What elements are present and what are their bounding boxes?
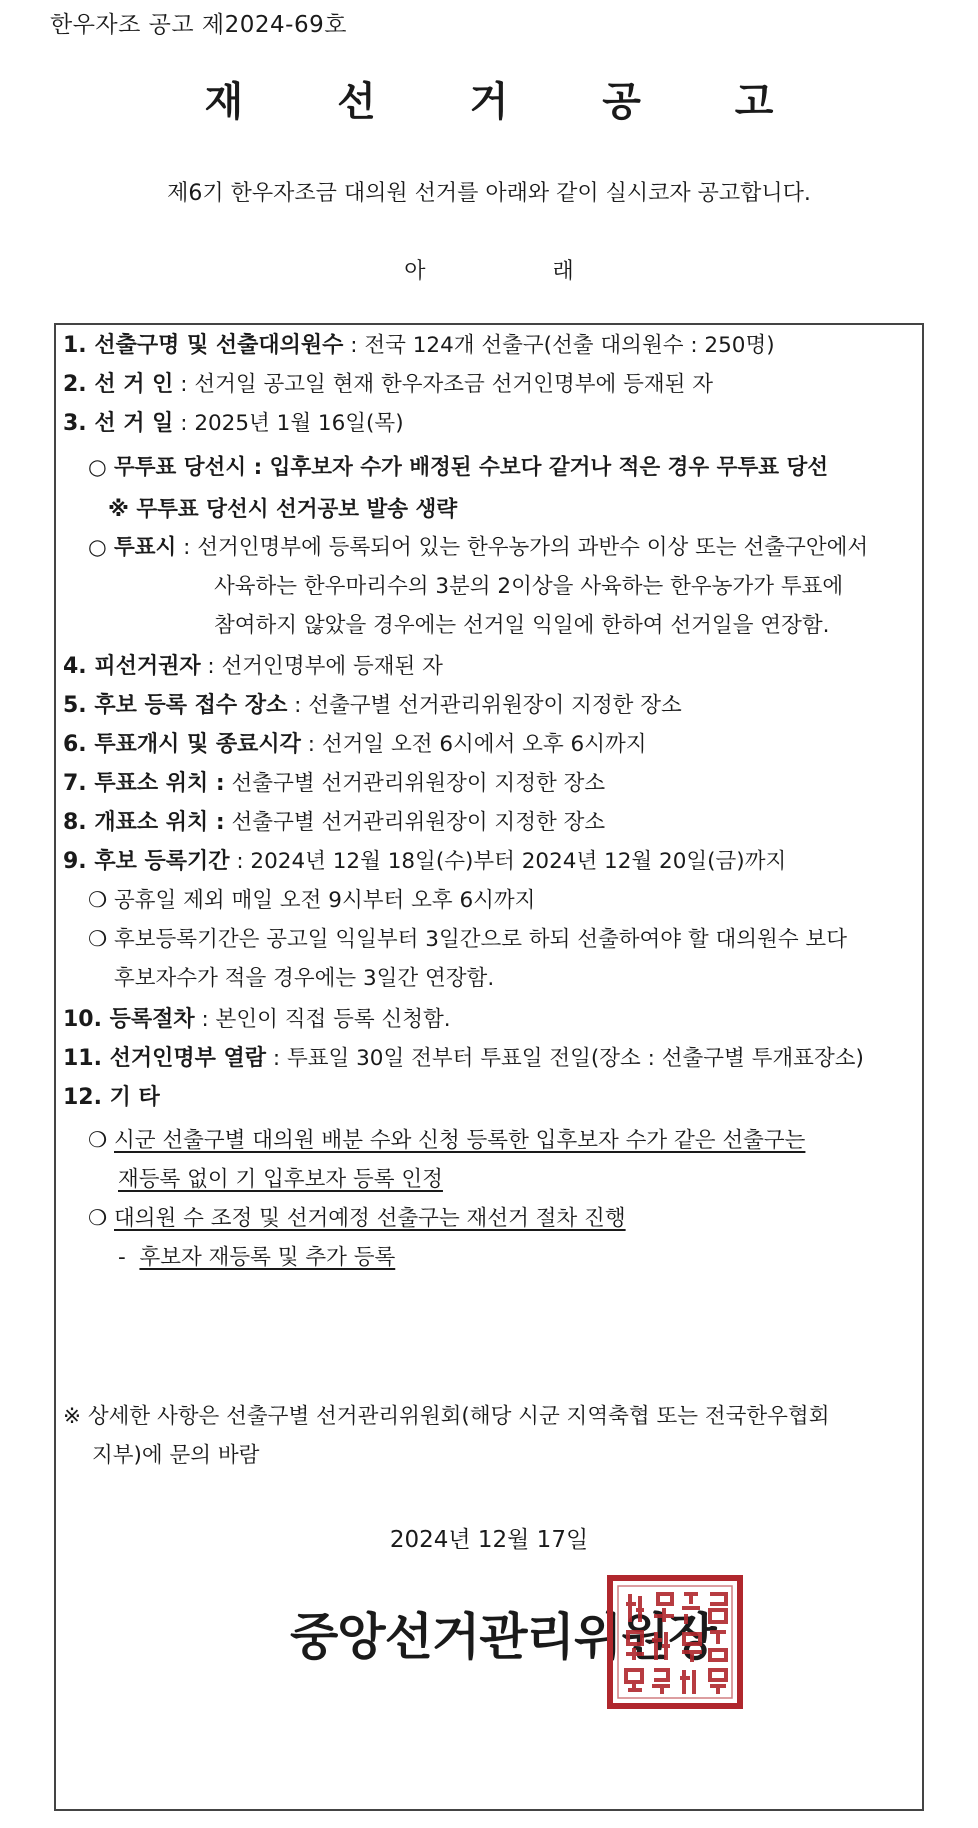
item-5-label: 5. 후보 등록 접수 장소 <box>63 693 288 718</box>
item-6 <box>63 730 647 760</box>
footer-note-line2: 지부)에 문의 바람 <box>92 1443 260 1468</box>
item-12 <box>63 1083 160 1113</box>
item-12-b-text: 대의원 수 조정 및 선거예정 선출구는 재선거 절차 진행 <box>114 1206 626 1231</box>
item-3-voting-label: 투표시 <box>114 535 177 560</box>
item-4-label: 4. 피선거권자 <box>63 654 201 679</box>
item-7 <box>63 769 605 799</box>
item-8 <box>63 808 605 838</box>
dash-icon: - <box>118 1245 126 1270</box>
item-7-label: 7. 투표소 위치 : <box>63 771 225 796</box>
item-3-unopposed <box>88 453 828 483</box>
item-3-label: 3. 선 거 일 <box>63 411 174 436</box>
item-9-period-line1: 후보등록기간은 공고일 익일부터 3일간으로 하되 선출하여야 할 대의원수 보다 <box>114 927 847 952</box>
item-9-period <box>88 925 847 955</box>
bullet-icon: ❍ <box>88 1128 108 1153</box>
item-3-voting <box>88 533 868 563</box>
item-9-value: : 2024년 12월 18일(수)부터 2024년 12월 20일(금)까지 <box>229 849 787 874</box>
item-4-value: : 선거인명부에 등재된 자 <box>200 654 443 679</box>
item-12-c <box>118 1243 395 1273</box>
footer-note-line1: ※ 상세한 사항은 선출구별 선거관리위원회(해당 시군 지역축협 또는 전국한우협회 <box>63 1404 830 1429</box>
bullet-icon: ❍ <box>88 888 108 913</box>
item-6-label: 6. 투표개시 및 종료시각 <box>63 732 301 757</box>
notice-number: 한우자조 공고 제2024-69호 <box>50 12 347 38</box>
item-8-value: 선출구별 선거관리위원장이 지정한 장소 <box>224 810 606 835</box>
item-1-value: : 전국 124개 선출구(선출 대의원수 : 250명) <box>343 333 775 358</box>
item-3-voting-line2: 사육하는 한우마리수의 3분의 2이상을 사육하는 한우농가가 투표에 <box>214 574 844 599</box>
item-1 <box>63 331 775 361</box>
notice-date: 2024년 12월 17일 <box>389 1527 589 1553</box>
item-3-unopposed-text: 무투표 당선시 : 입후보자 수가 배정된 수보다 같거나 적은 경우 무투표 당선 <box>114 455 829 480</box>
item-3-voting-line3: 참여하지 않았을 경우에는 선거일 익일에 한하여 선거일을 연장함. <box>214 613 830 638</box>
item-2-label: 2. 선 거 인 <box>63 372 174 397</box>
item-1-label: 1. 선출구명 및 선출대의원수 <box>63 333 344 358</box>
item-3-note: ※ 무투표 당선시 선거공보 발송 생략 <box>108 497 458 522</box>
item-2-value: : 선거일 공고일 현재 한우자조금 선거인명부에 등재된 자 <box>173 372 714 397</box>
item-12-b <box>88 1204 626 1234</box>
bullet-icon: ❍ <box>88 1206 108 1231</box>
page-title: 재 선 거 공 고 <box>204 79 814 125</box>
circle-icon: ○ <box>88 455 107 480</box>
item-7-value: 선출구별 선거관리위원장이 지정한 장소 <box>224 771 606 796</box>
item-10 <box>63 1005 451 1035</box>
item-11 <box>63 1044 864 1074</box>
item-9-period-line2: 후보자수가 적을 경우에는 3일간 연장함. <box>114 966 495 991</box>
item-5 <box>63 691 682 721</box>
circle-icon: ○ <box>88 535 107 560</box>
item-8-label: 8. 개표소 위치 : <box>63 810 225 835</box>
item-12-label: 12. 기 타 <box>63 1085 160 1110</box>
item-9 <box>63 847 786 877</box>
official-seal-icon <box>606 1574 744 1710</box>
item-3-value: : 2025년 1월 16일(목) <box>173 411 404 436</box>
bullet-icon: ❍ <box>88 927 108 952</box>
item-4 <box>63 652 443 682</box>
item-3-voting-line1: : 선거인명부에 등록되어 있는 한우농가의 과반수 이상 또는 선출구안에서 <box>176 535 869 560</box>
item-10-value: : 본인이 직접 등록 신청함. <box>194 1007 451 1032</box>
item-12-a-line1: 시군 선출구별 대의원 배분 수와 신청 등록한 입후보자 수가 같은 선출구는 <box>114 1128 806 1153</box>
issuer-name: 중앙선거관리위원장 <box>290 1608 716 1666</box>
arae-heading: 아 래 <box>404 259 634 284</box>
item-9-label: 9. 후보 등록기간 <box>63 849 230 874</box>
item-9-hours-text: 공휴일 제외 매일 오전 9시부터 오후 6시까지 <box>114 888 536 913</box>
item-10-label: 10. 등록절차 <box>63 1007 195 1032</box>
item-12-a <box>88 1126 805 1156</box>
item-9-hours <box>88 886 535 916</box>
intro-text: 제6기 한우자조금 대의원 선거를 아래와 같이 실시코자 공고합니다. <box>167 181 811 206</box>
item-5-value: : 선출구별 선거관리위원장이 지정한 장소 <box>287 693 682 718</box>
item-11-label: 11. 선거인명부 열람 <box>63 1046 267 1071</box>
item-2 <box>63 370 713 400</box>
item-3 <box>63 409 404 439</box>
item-12-c-text: 후보자 재등록 및 추가 등록 <box>139 1245 396 1270</box>
item-6-value: : 선거일 오전 6시에서 오후 6시까지 <box>300 732 647 757</box>
item-12-a-line2: 재등록 없이 기 입후보자 등록 인정 <box>118 1167 443 1192</box>
item-11-value: : 투표일 30일 전부터 투표일 전일(장소 : 선출구별 투개표장소) <box>266 1046 864 1071</box>
